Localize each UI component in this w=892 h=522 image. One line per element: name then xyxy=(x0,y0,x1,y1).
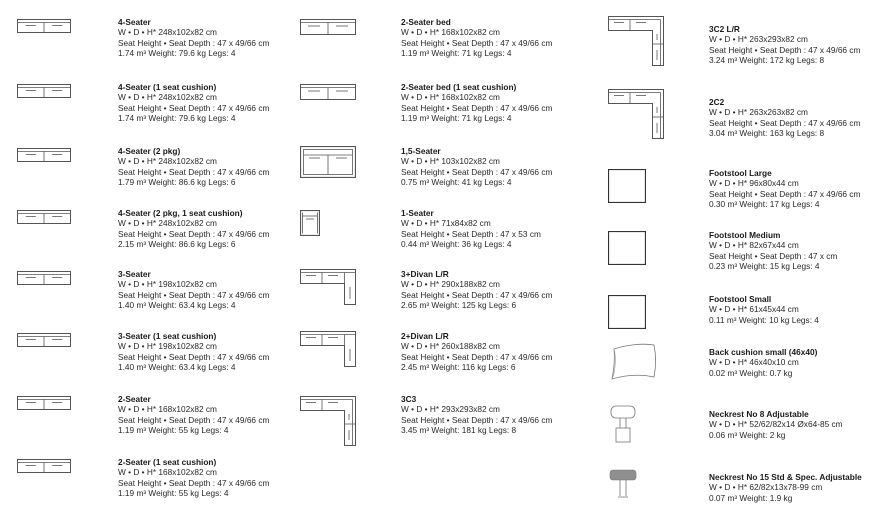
stats-text: 1.40 m³ Weight: 63.4 kg Legs: 4 xyxy=(118,362,236,373)
sofa-4-seat-icon xyxy=(17,19,71,33)
corner-sofa-icon xyxy=(300,396,356,446)
sofa-3-seat-icon xyxy=(17,271,71,285)
seat-text: Seat Height • Seat Depth : 47 x 49/66 cm xyxy=(401,166,553,177)
neckrest-icon xyxy=(608,404,638,444)
dimensions-text: W • D • H* 61x45x44 cm xyxy=(709,304,799,315)
product-name: Neckrest No 8 Adjustable xyxy=(709,409,809,419)
footstool-icon xyxy=(608,231,646,265)
dimensions-text: W • D • H* 71x84x82 cm xyxy=(401,218,491,229)
back-cushion-icon xyxy=(608,341,658,381)
dimensions-text: W • D • H* 260x188x82 cm xyxy=(401,341,500,352)
dimensions-text: W • D • H* 168x102x82 cm xyxy=(401,92,500,103)
seat-text: Seat Height • Seat Depth : 47 x 49/66 cm xyxy=(118,351,270,362)
product-name: 4-Seater xyxy=(118,17,151,27)
stats-text: 3.45 m³ Weight: 181 kg Legs: 8 xyxy=(401,425,517,436)
dimensions-text: W • D • H* 168x102x82 cm xyxy=(401,27,500,38)
stats-text: 0.75 m³ Weight: 41 kg Legs: 4 xyxy=(401,177,512,188)
product-name: 3-Seater xyxy=(118,269,151,279)
sofa-4-seat-icon xyxy=(17,148,71,162)
product-name: 4-Seater (2 pkg, 1 seat cushion) xyxy=(118,208,243,218)
stats-text: 1.74 m³ Weight: 79.6 kg Legs: 4 xyxy=(118,48,236,59)
seat-text: Seat Height • Seat Depth : 47 x 49/66 cm xyxy=(709,44,861,55)
product-name: 3-Seater (1 seat cushion) xyxy=(118,331,217,341)
stats-text: 2.15 m³ Weight: 86.6 kg Legs: 6 xyxy=(118,239,236,250)
stats-text: 0.30 m³ Weight: 17 kg Legs: 4 xyxy=(709,199,820,210)
stats-text: 1.19 m³ Weight: 55 kg Legs: 4 xyxy=(118,425,229,436)
product-name: 2-Seater bed (1 seat cushion) xyxy=(401,82,517,92)
dimensions-text: W • D • H* 198x102x82 cm xyxy=(118,341,217,352)
stats-text: 0.06 m³ Weight: 2 kg xyxy=(709,429,786,440)
seat-text: Seat Height • Seat Depth : 47 x 49/66 cm xyxy=(709,188,861,199)
seat-text: Seat Height • Seat Depth : 47 x 49/66 cm xyxy=(401,289,553,300)
product-name: 3C2 L/R xyxy=(709,24,740,34)
dimensions-text: W • D • H* 248x102x82 cm xyxy=(118,27,217,38)
sofa-bed-icon xyxy=(300,84,356,100)
seat-text: Seat Height • Seat Depth : 47 x cm xyxy=(709,250,838,261)
product-name: 2-Seater xyxy=(118,394,151,404)
stats-text: 0.02 m³ Weight: 0.7 kg xyxy=(709,367,793,378)
seat-text: Seat Height • Seat Depth : 47 x 49/66 cm xyxy=(118,289,270,300)
dimensions-text: W • D • H* 290x188x82 cm xyxy=(401,279,500,290)
product-name: 2-Seater bed xyxy=(401,17,451,27)
dimensions-text: W • D • H* 263x263x82 cm xyxy=(709,107,808,118)
sofa-2-seat-icon xyxy=(17,459,71,473)
stats-text: 1.19 m³ Weight: 55 kg Legs: 4 xyxy=(118,488,229,499)
sofa-3-seat-icon xyxy=(17,333,71,347)
product-name: 1-Seater xyxy=(401,208,434,218)
seat-text: Seat Height • Seat Depth : 47 x 49/66 cm xyxy=(118,166,270,177)
footstool-icon xyxy=(608,295,646,329)
dimensions-text: W • D • H* 52/62/82x14 Øx64-85 cm xyxy=(709,419,843,430)
stats-text: 1.74 m³ Weight: 79.6 kg Legs: 4 xyxy=(118,113,236,124)
corner-sofa-icon xyxy=(608,16,664,66)
sofa-bed-icon xyxy=(300,19,356,35)
armchair-icon xyxy=(300,210,320,236)
product-name: 1,5-Seater xyxy=(401,146,441,156)
neckrest-grey-icon xyxy=(608,468,638,500)
stats-text: 0.23 m³ Weight: 15 kg Legs: 4 xyxy=(709,261,820,272)
product-name: Footstool Large xyxy=(709,168,772,178)
dimensions-text: W • D • H* 198x102x82 cm xyxy=(118,279,217,290)
seat-text: Seat Height • Seat Depth : 47 x 49/66 cm xyxy=(709,117,861,128)
seat-text: Seat Height • Seat Depth : 47 x 49/66 cm xyxy=(401,414,553,425)
dimensions-text: W • D • H* 168x102x82 cm xyxy=(118,404,217,415)
stats-text: 0.11 m³ Weight: 10 kg Legs: 4 xyxy=(709,314,819,325)
dimensions-text: W • D • H* 82x67x44 cm xyxy=(709,240,799,251)
product-name: 2C2 xyxy=(709,97,725,107)
seat-text: Seat Height • Seat Depth : 47 x 49/66 cm xyxy=(401,351,553,362)
stats-text: 3.24 m³ Weight: 172 kg Legs: 8 xyxy=(709,55,825,66)
seat-text: Seat Height • Seat Depth : 47 x 49/66 cm xyxy=(118,102,270,113)
stats-text: 3.04 m³ Weight: 163 kg Legs: 8 xyxy=(709,128,825,139)
dimensions-text: W • D • H* 96x80x44 cm xyxy=(709,178,799,189)
seat-text: Seat Height • Seat Depth : 47 x 49/66 cm xyxy=(118,477,270,488)
stats-text: 1.79 m³ Weight: 86.6 kg Legs: 6 xyxy=(118,177,236,188)
seat-text: Seat Height • Seat Depth : 47 x 49/66 cm xyxy=(118,228,270,239)
corner-sofa-icon xyxy=(608,89,664,139)
product-name: 2+Divan L/R xyxy=(401,331,449,341)
stats-text: 1.19 m³ Weight: 71 kg Legs: 4 xyxy=(401,48,512,59)
sofa-1-5-seat-icon xyxy=(300,146,356,178)
dimensions-text: W • D • H* 103x102x82 cm xyxy=(401,156,500,167)
sofa-4-seat-icon xyxy=(17,84,71,98)
dimensions-text: W • D • H* 248x102x82 cm xyxy=(118,92,217,103)
dimensions-text: W • D • H* 248x102x82 cm xyxy=(118,218,217,229)
dimensions-text: W • D • H* 168x102x82 cm xyxy=(118,467,217,478)
seat-text: Seat Height • Seat Depth : 47 x 49/66 cm xyxy=(401,37,553,48)
product-name: 4-Seater (2 pkg) xyxy=(118,146,181,156)
sofa-divan-icon xyxy=(300,331,356,367)
stats-text: 2.45 m³ Weight: 116 kg Legs: 6 xyxy=(401,362,516,373)
stats-text: 1.19 m³ Weight: 71 kg Legs: 4 xyxy=(401,113,512,124)
product-name: Footstool Medium xyxy=(709,230,781,240)
sofa-4-seat-icon xyxy=(17,210,71,224)
seat-text: Seat Height • Seat Depth : 47 x 49/66 cm xyxy=(118,414,270,425)
dimensions-text: W • D • H* 46x40x10 cm xyxy=(709,357,799,368)
product-name: 2-Seater (1 seat cushion) xyxy=(118,457,217,467)
stats-text: 2.65 m³ Weight: 125 kg Legs: 6 xyxy=(401,300,517,311)
product-name: 3C3 xyxy=(401,394,417,404)
product-name: 3+Divan L/R xyxy=(401,269,449,279)
sofa-2-seat-icon xyxy=(17,396,71,410)
stats-text: 0.07 m³ Weight: 1.9 kg xyxy=(709,492,793,503)
dimensions-text: W • D • H* 62/82x13x78-99 cm xyxy=(709,482,823,493)
product-name: Neckrest No 15 Std & Spec. Adjustable xyxy=(709,472,862,482)
seat-text: Seat Height • Seat Depth : 47 x 53 cm xyxy=(401,228,541,239)
dimensions-text: W • D • H* 248x102x82 cm xyxy=(118,156,217,167)
stats-text: 0.44 m³ Weight: 36 kg Legs: 4 xyxy=(401,239,512,250)
sofa-divan-icon xyxy=(300,269,356,305)
dimensions-text: W • D • H* 293x293x82 cm xyxy=(401,404,500,415)
seat-text: Seat Height • Seat Depth : 47 x 49/66 cm xyxy=(401,102,553,113)
dimensions-text: W • D • H* 263x293x82 cm xyxy=(709,34,808,45)
seat-text: Seat Height • Seat Depth : 47 x 49/66 cm xyxy=(118,37,270,48)
product-name: 4-Seater (1 seat cushion) xyxy=(118,82,217,92)
footstool-icon xyxy=(608,169,646,203)
stats-text: 1.40 m³ Weight: 63.4 kg Legs: 4 xyxy=(118,300,236,311)
product-name: Back cushion small (46x40) xyxy=(709,347,818,357)
product-name: Footstool Small xyxy=(709,294,772,304)
